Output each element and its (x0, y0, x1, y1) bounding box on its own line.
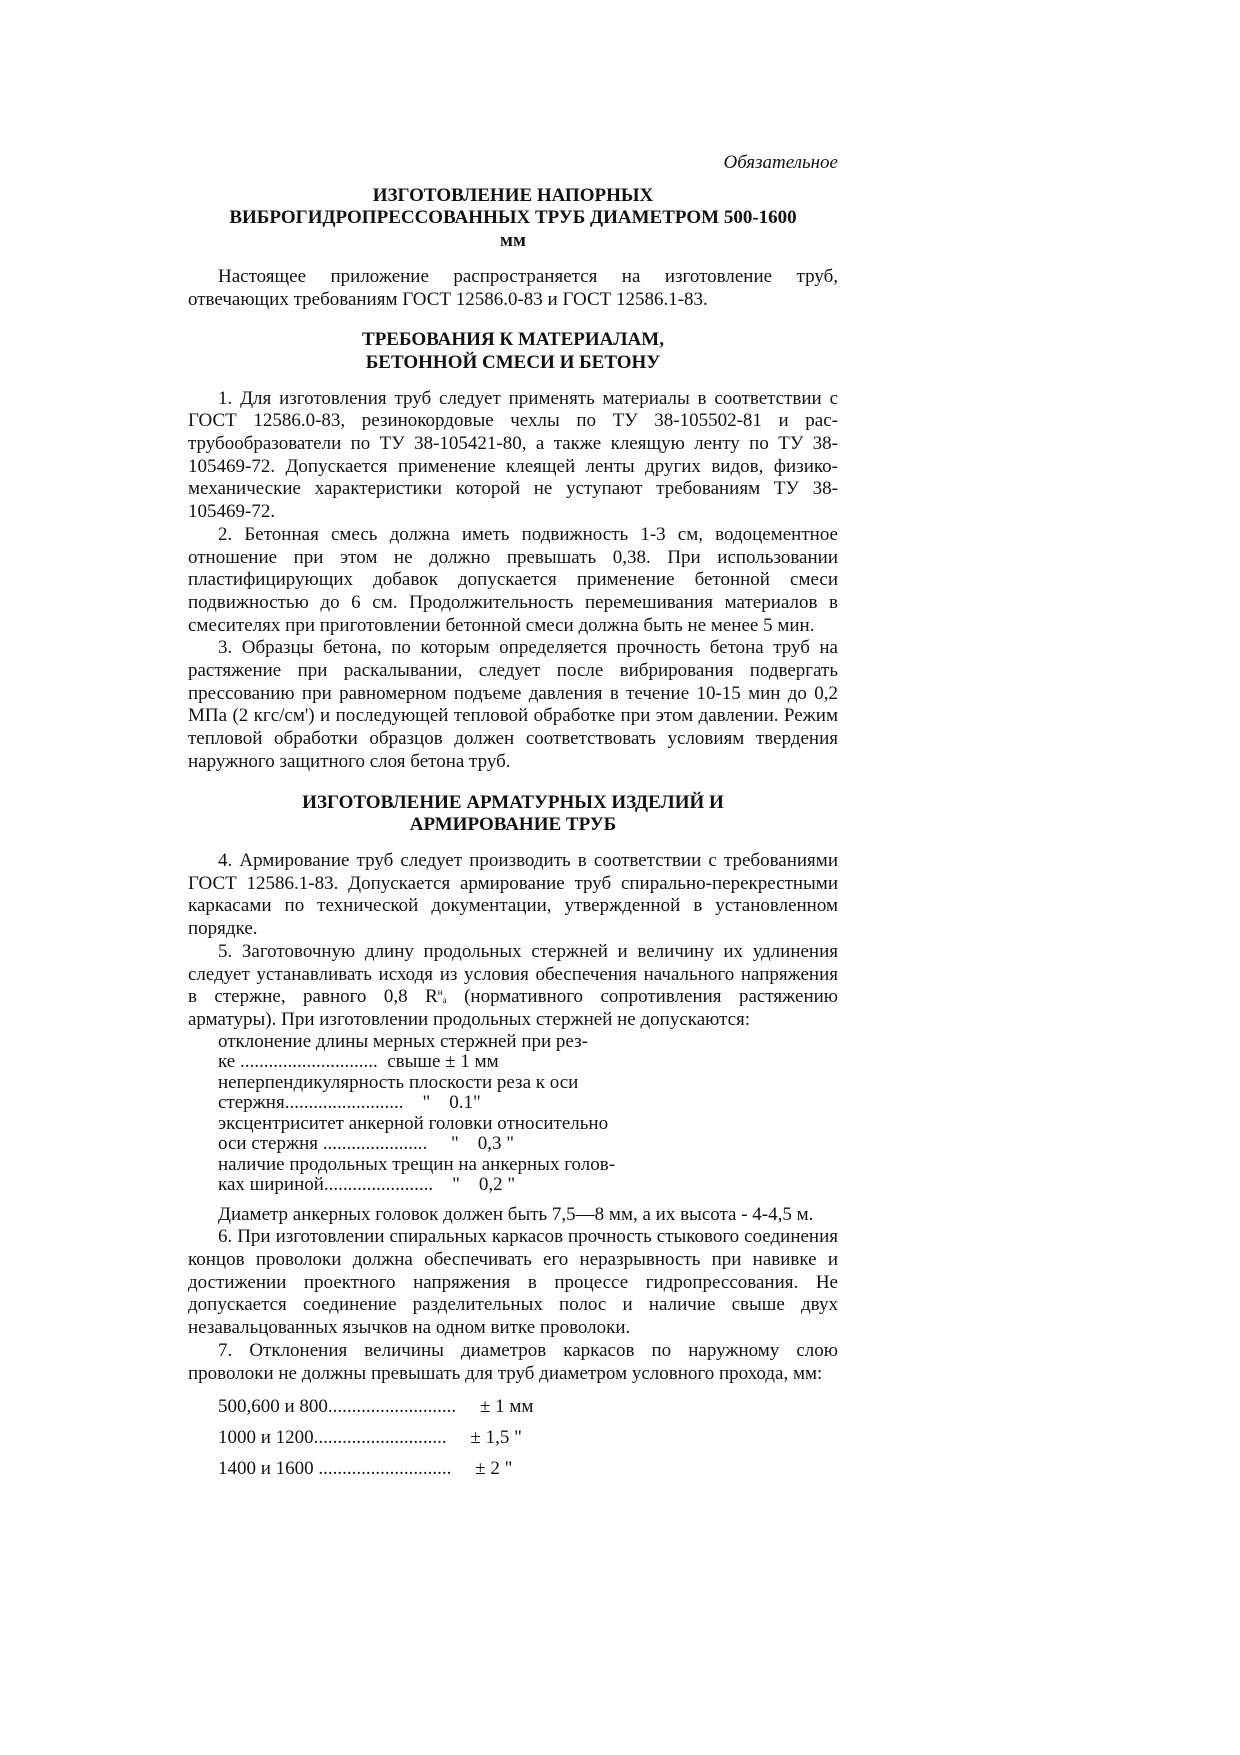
section-title-line: АРМИРОВАНИЕ ТРУБ (409, 814, 617, 836)
mandatory-mark: Обязательное (723, 152, 838, 173)
diameter-tolerance-list (188, 1391, 838, 1484)
section-title-line: ИЗГОТОВЛЕНИЕ АРМАТУРНЫХ ИЗДЕЛИЙ И (302, 791, 724, 813)
title-line: мм (500, 230, 526, 252)
paragraph-2: 2. Бетонная смесь должна иметь подвижность 1-3 см, водоцементное отношение при этом не должно превышать 0,38. При использовании пластифицирующих добавок допускается применение бетонной смеси подвижностью до 6 см. Продолжительность перемешивания материалов в смесителях при приготовлении бетонной смеси должна быть не менее 5 мин. (188, 523, 838, 636)
tolerance-line: наличие продольных трещин на анкерных голов- (218, 1153, 616, 1175)
section-title-reinforcement (188, 792, 838, 837)
superscript-n: н (437, 987, 443, 998)
tolerance-line: отклонение длины мерных стержней при рез- (218, 1030, 588, 1052)
diameter-row: 500,600 и 800........................... ± 1 мм (218, 1396, 534, 1418)
paragraph-5-text-end: (нормативного сопротивления растяжению арматуры). При изготовлении продольных стержней не допускаются: (188, 986, 838, 1030)
paragraph-6: 6. При изготовлении спиральных каркасов прочность стыкового соединения концов проволоки должна обеспечивать его неразрывность при навивке и достижении проектного напряжения в процессе гидропрессования. Не допускается соединение разделительных полос и наличие свыше двух незавальцованных язычков на одном витке проволоки. (188, 1226, 838, 1339)
subscript-a: a (442, 995, 447, 1006)
diameter-row: 1000 и 1200............................ ± 1,5 " (218, 1427, 522, 1449)
section-title-line: БЕТОННОЙ СМЕСИ И БЕТОНУ (365, 351, 661, 373)
tolerance-line: эксцентриситет анкерной головки относительно (218, 1112, 609, 1134)
anchor-head-diameter-paragraph: Диаметр анкерных головок должен быть 7,5—8 мм, а их высота - 4-4,5 м. (218, 1203, 814, 1225)
title-line: ВИБРОГИДРОПРЕССОВАННЫХ ТРУБ ДИАМЕТРОМ 500-1600 (229, 207, 797, 229)
paragraph-3: 3. Образцы бетона, по которым определяется прочность бетона труб на растяжение при раскалывании, следует после вибрирования подвергать прессованию при равномерном подъеме давления в течение 10-15 мин до 0,2 МПа (2 кгс/см') и последующей тепловой обработке при этом давлении. Режим тепловой обработки образцов должен соответствовать условиям твердения наружного защитного слоя бетона труб. (188, 637, 838, 772)
document-title (188, 185, 838, 253)
paragraph-5-text: 5. Заготовочную длину продольных стержней и величину их удлинения следует устанавливать исходя из условия обеспечения начального напряжения в стержне, равного 0,8 R (188, 940, 838, 1008)
title-line: ИЗГОТОВЛЕНИЕ НАПОРНЫХ (372, 184, 654, 206)
paragraph-4: 4. Армирование труб следует производить в соответствии с требованиями ГОСТ 12586.1-83. Допускается армирование труб спирально-перекрестными каркасами по технической документации, утвержденной в установленном порядке. (188, 849, 838, 940)
paragraph-1: 1. Для изготовления труб следует применять материалы в соответствии с ГОСТ 12586.0-83, резинокордовые чехлы по ТУ 38-105502-81 и рас-трубообразователи по ТУ 38-105421-80, а также клеящую ленту по ТУ 38-105469-72. Допускается применение клеящей ленты других видов, физико-механические характеристики которой не уступают требованиям ТУ 38-105469-72. (188, 387, 838, 523)
section-title-line: ТРЕБОВАНИЯ К МАТЕРИАЛАМ, (362, 329, 664, 351)
section-title-materials (188, 329, 838, 374)
diameter-row: 1400 и 1600 ............................ ± 2 " (218, 1458, 513, 1480)
tolerance-list (188, 1032, 838, 1196)
tolerance-line: ке ............................. свыше ± 1 мм (218, 1051, 499, 1073)
document-body (188, 152, 838, 1484)
paragraph-5 (188, 941, 838, 1032)
tolerance-line: стержня......................... " 0.1" (218, 1092, 481, 1114)
tolerance-line: оси стержня ...................... " 0,3 " (218, 1133, 515, 1155)
paragraph-7: 7. Отклонения величины диаметров каркасов по наружному слою проволоки не должны превышать для труб диаметром условного прохода, мм: (188, 1339, 838, 1384)
tolerance-line: ках шириной....................... " 0,2 " (218, 1174, 516, 1196)
intro-paragraph: Настоящее приложение распространяется на изготовление труб, отвечающих требованиям ГОСТ 12586.0-83 и ГОСТ 12586.1-83. (188, 265, 838, 310)
tolerance-line: неперпендикулярность плоскости реза к оси (218, 1071, 579, 1093)
